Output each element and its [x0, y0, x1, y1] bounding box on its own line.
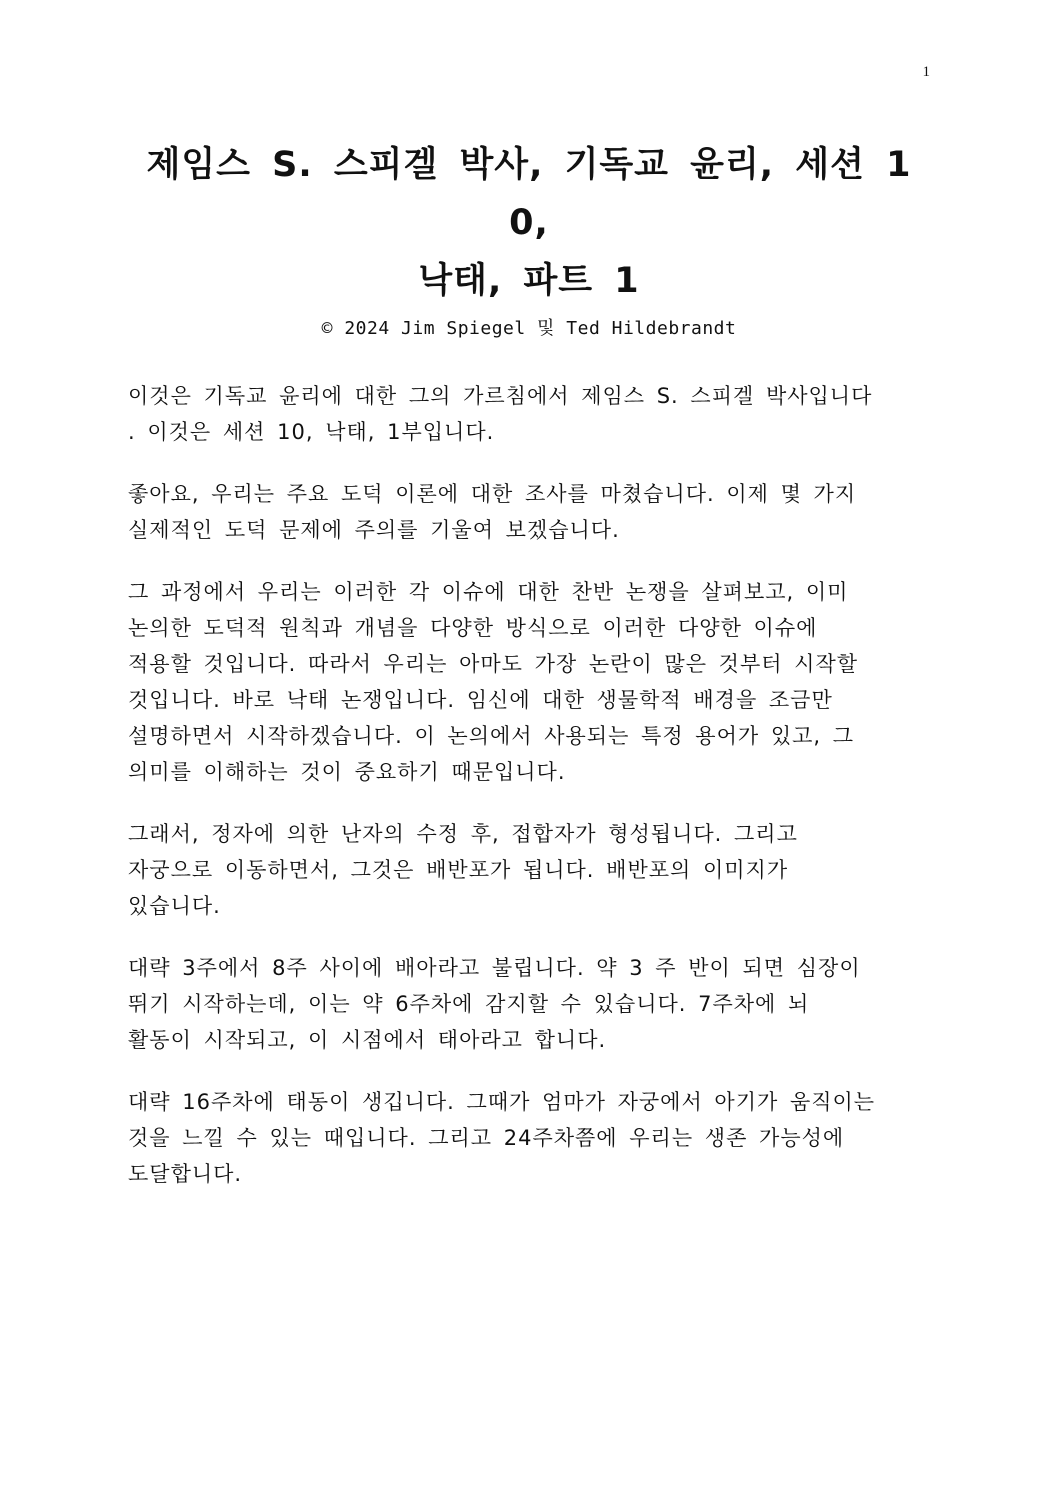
paragraph-line: 그래서, 정자에 의한 난자의 수정 후, 접합자가 형성됩니다. 그리고 [128, 822, 798, 846]
paragraph-line: 도달합니다. [128, 1162, 243, 1186]
paragraph-line: 대략 16주차에 태동이 생깁니다. 그때가 엄마가 자궁에서 아기가 움직이는 [128, 1090, 876, 1114]
paragraph-line: 그 과정에서 우리는 이러한 각 이슈에 대한 찬반 논쟁을 살펴보고, 이미 [128, 580, 849, 604]
paragraph-line: 실제적인 도덕 문제에 주의를 기울여 보겠습니다. [128, 518, 620, 542]
paragraph-line: 것입니다. 바로 낙태 논쟁입니다. 임신에 대한 생물학적 배경을 조금만 [128, 688, 833, 712]
title-line-1: 제임스 S. 스피겔 박사, 기독교 윤리, 세션 1 [146, 145, 912, 185]
paragraph-line: 자궁으로 이동하면서, 그것은 배반포가 됩니다. 배반포의 이미지가 [128, 858, 789, 882]
document-title [120, 136, 938, 310]
paragraph-line: 대략 3주에서 8주 사이에 배아라고 불립니다. 약 3 주 반이 되면 심장이 [128, 956, 861, 980]
paragraph [128, 476, 932, 548]
copyright-line: © 2024 Jim Spiegel 및 Ted Hildebrandt [321, 318, 737, 339]
paragraph-line: 적용할 것입니다. 따라서 우리는 아마도 가장 논란이 많은 것부터 시작할 [128, 652, 859, 676]
paragraph-line: . 이것은 세션 10, 낙태, 1부입니다. [128, 420, 495, 444]
body-text [128, 378, 932, 1218]
paragraph-line: 있습니다. [128, 894, 221, 918]
paragraph-line: 의미를 이해하는 것이 중요하기 때문입니다. [128, 760, 566, 784]
paragraph-line: 뛰기 시작하는데, 이는 약 6주차에 감지할 수 있습니다. 7주차에 뇌 [128, 992, 810, 1016]
paragraph-line: 좋아요, 우리는 주요 도덕 이론에 대한 조사를 마쳤습니다. 이제 몇 가지 [128, 482, 857, 506]
paragraph [128, 1084, 932, 1192]
paragraph [128, 378, 932, 450]
paragraph-line: 논의한 도덕적 원칙과 개념을 다양한 방식으로 이러한 다양한 이슈에 [128, 616, 818, 640]
paragraph [128, 816, 932, 924]
paragraph [128, 574, 932, 790]
title-line-3: 낙태, 파트 1 [418, 261, 640, 301]
paragraph-line: 이것은 기독교 윤리에 대한 그의 가르침에서 제임스 S. 스피겔 박사입니다 [128, 384, 873, 408]
paragraph-line: 것을 느낄 수 있는 때입니다. 그리고 24주차쯤에 우리는 생존 가능성에 [128, 1126, 845, 1150]
page-number: 1 [922, 64, 930, 80]
paragraph-line: 설명하면서 시작하겠습니다. 이 논의에서 사용되는 특정 용어가 있고, 그 [128, 724, 855, 748]
paragraph-line: 활동이 시작되고, 이 시점에서 태아라고 합니다. [128, 1028, 607, 1052]
title-line-2: 0, [509, 203, 549, 243]
paragraph [128, 950, 932, 1058]
